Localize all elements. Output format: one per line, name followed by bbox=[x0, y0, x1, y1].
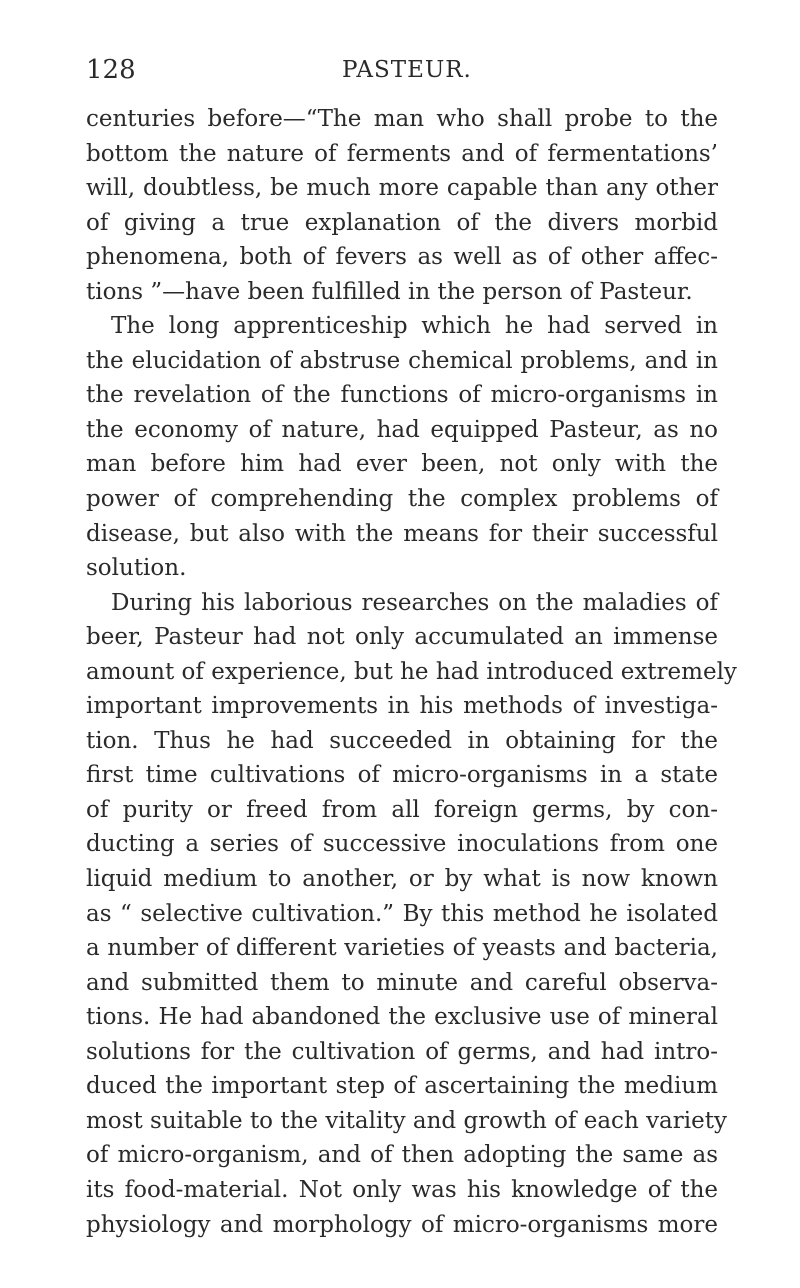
body-text bbox=[86, 102, 737, 1242]
text-line: beer, Pasteur had not only accumulated an immense bbox=[86, 624, 718, 651]
text-line: the economy of nature, had equipped Pasteur, as no bbox=[86, 416, 718, 443]
text-line: power of comprehending the complex problems of bbox=[86, 486, 718, 513]
text-line: solution. bbox=[86, 555, 187, 582]
text-line: duced the important step of ascertaining the medium bbox=[86, 1073, 718, 1100]
text-line: and submitted them to minute and careful observa- bbox=[86, 969, 718, 996]
text-line: its food-material. Not only was his knowledge of the bbox=[86, 1176, 718, 1203]
text-line: liquid medium to another, or by what is now known bbox=[86, 866, 718, 893]
running-head: PASTEUR. bbox=[342, 57, 472, 83]
text-line: as “ selective cultivation.” By this method he isolated bbox=[86, 900, 718, 927]
text-line: important improvements in his methods of investiga- bbox=[86, 693, 718, 720]
text-line: centuries before—“The man who shall probe to the bbox=[86, 106, 718, 132]
page-header bbox=[86, 50, 718, 90]
text-line: solutions for the cultivation of germs, and had intro- bbox=[86, 1038, 718, 1065]
text-line: of giving a true explanation of the divers morbid bbox=[86, 209, 718, 236]
text-line: disease, but also with the means for their successful bbox=[86, 520, 718, 547]
text-line: will, doubtless, be much more capable than any other bbox=[86, 175, 718, 202]
text-line: of purity or freed from all foreign germs, by con- bbox=[86, 796, 718, 823]
text-line: tions. He had abandoned the exclusive use of mineral bbox=[86, 1004, 718, 1031]
text-line: amount of experience, but he had introduced extremely bbox=[86, 658, 737, 685]
text-line: physiology and morphology of micro-organisms more bbox=[86, 1211, 718, 1238]
text-line: tions ”—have been fulfilled in the person of Pasteur. bbox=[86, 278, 693, 305]
text-line: man before him had ever been, not only with the bbox=[86, 451, 718, 478]
text-line: a number of different varieties of yeasts and bacteria, bbox=[86, 935, 718, 962]
page-number: 128 bbox=[86, 55, 136, 85]
text-line: most suitable to the vitality and growth of each variety bbox=[86, 1107, 727, 1134]
text-line: The long apprenticeship which he had served in bbox=[111, 313, 718, 340]
text-line: bottom the nature of ferments and of fermentations’ bbox=[86, 140, 718, 167]
text-line: the elucidation of abstruse chemical problems, and in bbox=[86, 347, 718, 374]
text-line: tion. Thus he had succeeded in obtaining for the bbox=[86, 727, 718, 754]
text-line: ducting a series of successive inoculations from one bbox=[86, 831, 718, 858]
text-line: first time cultivations of micro-organisms in a state bbox=[86, 762, 718, 789]
text-line: During his laborious researches on the maladies of bbox=[111, 589, 718, 616]
text-line: the revelation of the functions of micro-organisms in bbox=[86, 382, 718, 409]
text-line: of micro-organism, and of then adopting the same as bbox=[86, 1142, 718, 1169]
text-line: phenomena, both of fevers as well as of other affec- bbox=[86, 244, 718, 271]
